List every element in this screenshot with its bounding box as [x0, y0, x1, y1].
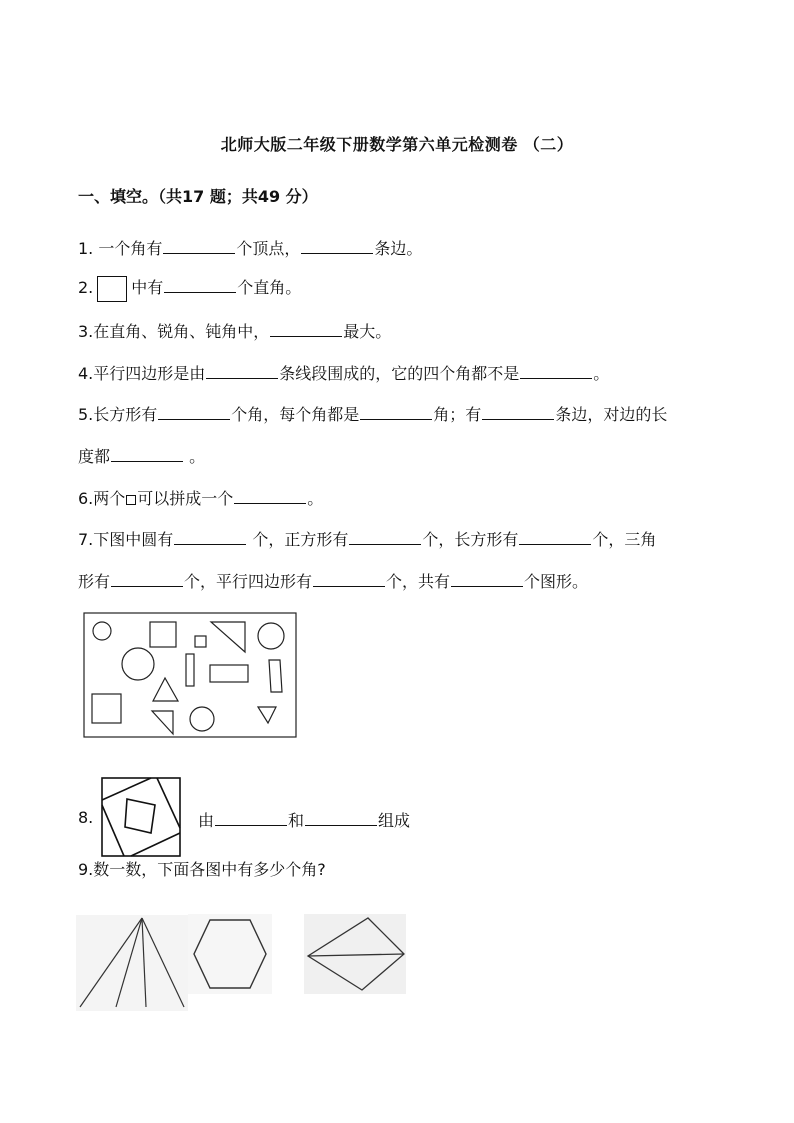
- square-shape: [92, 694, 121, 723]
- triangle-shape: [258, 707, 276, 723]
- rectangle-shape: [210, 665, 248, 682]
- blank[interactable]: [111, 446, 183, 462]
- shapes-figure: [83, 612, 297, 738]
- square-icon: [97, 276, 127, 302]
- circle-shape: [258, 623, 284, 649]
- blank[interactable]: [301, 238, 373, 254]
- blank[interactable]: [519, 529, 591, 545]
- question-8-number: 8.: [78, 808, 94, 827]
- section-heading: 一、填空。（共17 题；共49 分）: [78, 187, 318, 206]
- blank[interactable]: [270, 321, 342, 337]
- question-5-line-2: 度都 。: [78, 447, 206, 466]
- blank[interactable]: [360, 404, 432, 420]
- blank[interactable]: [163, 238, 235, 254]
- triangle-shape: [152, 711, 173, 734]
- blank[interactable]: [305, 810, 377, 826]
- blank[interactable]: [451, 571, 523, 587]
- blank[interactable]: [520, 363, 592, 379]
- page-title: 北师大版二年级下册数学第六单元检测卷 （二）: [220, 135, 574, 154]
- blank[interactable]: [482, 404, 554, 420]
- triangle-shape: [153, 678, 178, 701]
- question-9: 9.数一数，下面各图中有多少个角?: [78, 860, 326, 879]
- question-1: 1. 一个角有 个顶点， 条边。: [78, 239, 423, 258]
- blank[interactable]: [313, 571, 385, 587]
- square-shape: [195, 636, 206, 647]
- blank[interactable]: [206, 363, 278, 379]
- small-square-icon: [126, 495, 136, 505]
- question-7-line-1: 7.下图中圆有 个，正方形有 个，长方形有 个，三角: [78, 530, 657, 549]
- angle-figure-rays: [76, 915, 188, 1011]
- blank[interactable]: [164, 277, 236, 293]
- question-3: 3.在直角、锐角、钝角中， 最大。: [78, 322, 392, 341]
- circle-shape: [122, 648, 154, 680]
- rhombus-figure: [304, 914, 406, 994]
- triangle-shape: [211, 622, 245, 652]
- blank[interactable]: [215, 810, 287, 826]
- circle-shape: [93, 622, 111, 640]
- parallelogram-shape: [269, 660, 282, 692]
- question-4: 4.平行四边形是由 条线段围成的，它的四个角都不是 。: [78, 364, 610, 383]
- hexagon-figure: [188, 914, 272, 994]
- blank[interactable]: [158, 404, 230, 420]
- question-2: 2. 中有 个直角。: [78, 275, 301, 302]
- square-shape: [150, 622, 176, 647]
- blank[interactable]: [349, 529, 421, 545]
- question-6: 6.两个 可以拼成一个 。: [78, 489, 324, 508]
- question-8-text: 由 和 组成: [198, 811, 411, 830]
- blank[interactable]: [111, 571, 183, 587]
- question-5-line-1: 5.长方形有 个角，每个角都是 角；有 条边，对边的长: [78, 405, 668, 424]
- square-puzzle-figure: [101, 777, 181, 859]
- circle-shape: [190, 707, 214, 731]
- question-7-line-2: 形有 个，平行四边形有 个，共有 个图形。: [78, 572, 589, 591]
- blank[interactable]: [234, 488, 306, 504]
- rectangle-shape: [186, 654, 194, 686]
- blank[interactable]: [174, 529, 246, 545]
